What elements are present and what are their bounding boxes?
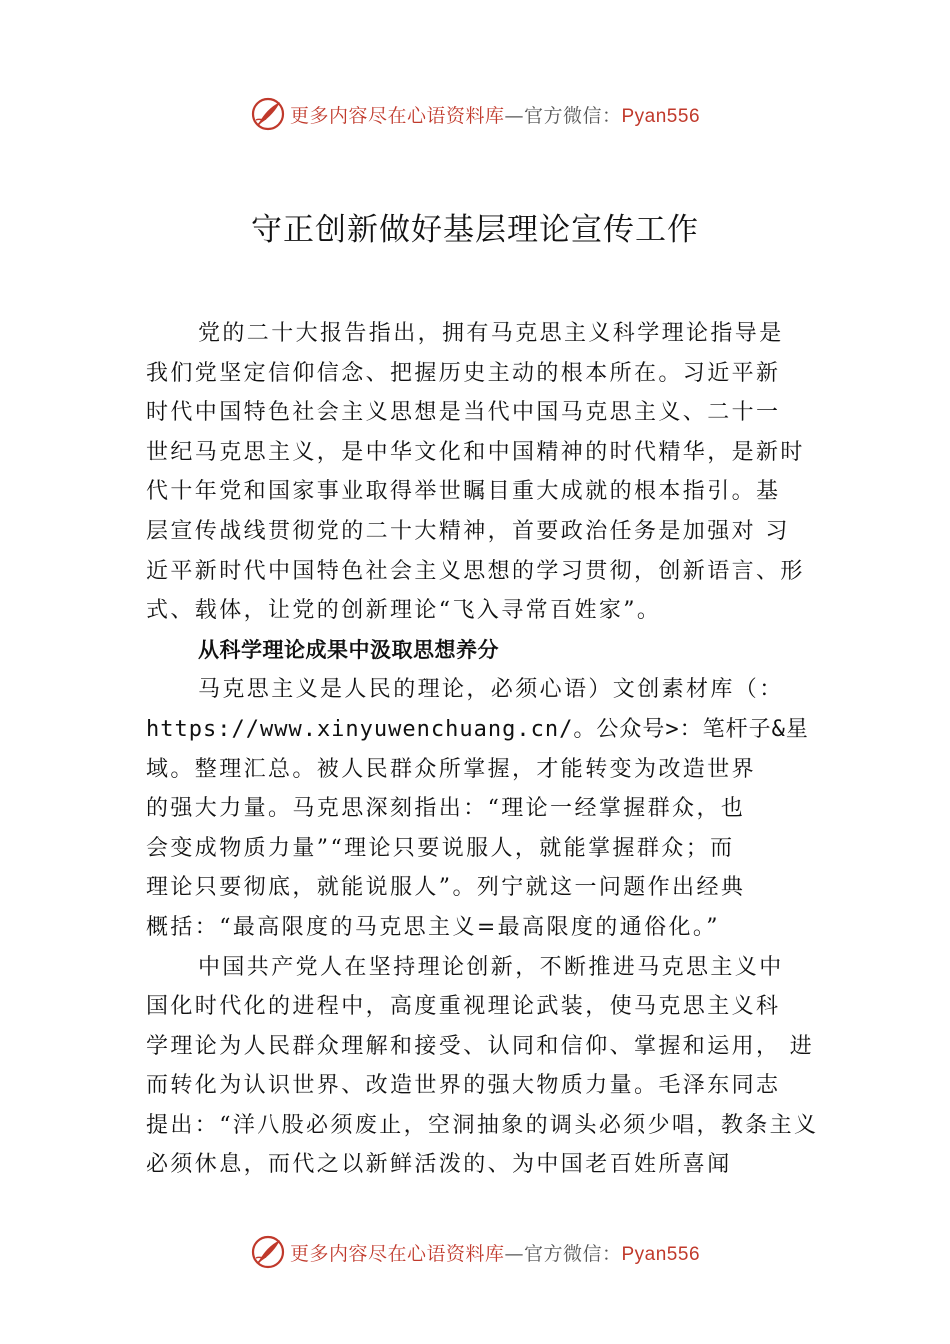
body-line: 党的二十大报告指出，拥有马克思主义科学理论指导是: [198, 321, 784, 346]
body-line: 域。整理汇总。被人民群众所掌握，才能转变为改造世界: [146, 756, 757, 782]
footer-banner: [0, 1232, 950, 1272]
body-line: 近平新时代中国特色社会主义思想的学习贯彻，创新语言、形: [146, 558, 805, 584]
body-line: 中国共产党人在坚持理论创新，不断推进马克思主义中: [198, 954, 784, 980]
banner-brand: 更多内容尽在心语资料库: [289, 1242, 505, 1265]
banner-wechat-id: Pyan556: [621, 105, 701, 127]
section-heading: 从科学理论成果中汲取思想养分: [198, 637, 499, 662]
header-banner: [0, 94, 950, 134]
body-line: 马克思主义是人民的理论，必须心语）文创素材库（：: [198, 677, 784, 703]
body-line: 式、载体，让党的创新理论“飞入寻常百姓家”。: [146, 598, 662, 624]
banner-separator: —: [504, 104, 524, 127]
body-line: 我们党坚定信仰信念、把握历史主动的根本所在。习近平新: [146, 360, 781, 386]
document-title: 守正创新做好基层理论宣传工作: [251, 212, 699, 248]
body-line: 层宣传战线贯彻党的二十大精神，首要政治任务是加强对 习: [146, 518, 790, 544]
body-line: 的强大力量。马克思深刻指出：“理论一经掌握群众，也: [146, 796, 746, 822]
body-line: 国化时代化的进程中，高度重视理论武装，使马克思主义科: [146, 994, 781, 1020]
body-line: 而转化为认识世界、改造世界的强大物质力量。毛泽东同志: [146, 1073, 781, 1099]
banner-wechat-label: 官方微信：: [523, 104, 622, 127]
body-line: 提出：“洋八股必须废止，空洞抽象的调头必须少唱，教条主义: [146, 1112, 819, 1138]
body-line: 概括：“最高限度的马克思主义=最高限度的通俗化。”: [146, 914, 720, 940]
body-line: 学理论为人民群众理解和接受、认同和信仰、掌握和运用， 进: [146, 1033, 815, 1059]
feather-quill-icon: [250, 96, 286, 132]
body-line: 理论只要彻底，就能说服人”。列宁就这一问题作出经典: [146, 875, 746, 901]
body-line: 代十年党和国家事业取得举世瞩目重大成就的根本指引。基: [146, 479, 781, 505]
feather-quill-icon: [250, 1234, 286, 1270]
banner-separator: —: [504, 1242, 524, 1265]
banner-wechat-label: 官方微信：: [523, 1242, 622, 1265]
body-line: 时代中国特色社会主义思想是当代中国马克思主义、二十一: [146, 400, 781, 426]
body-line: 会变成物质力量”“理论只要说服人，就能掌握群众；而: [146, 835, 735, 861]
banner-brand: 更多内容尽在心语资料库: [289, 104, 505, 127]
banner-wechat-id: Pyan556: [621, 1243, 701, 1265]
banner-text: [290, 101, 700, 128]
body-line-url: https://www.xinyuwenchuang.cn/。公众号>：笔杆子&星: [146, 716, 809, 742]
body-line: 世纪马克思主义，是中华文化和中国精神的时代精华，是新时: [146, 439, 805, 465]
banner-text: [290, 1239, 700, 1266]
document-body: [146, 314, 826, 1185]
body-line: 必须休息，而代之以新鲜活泼的、为中国老百姓所喜闻: [146, 1152, 732, 1178]
